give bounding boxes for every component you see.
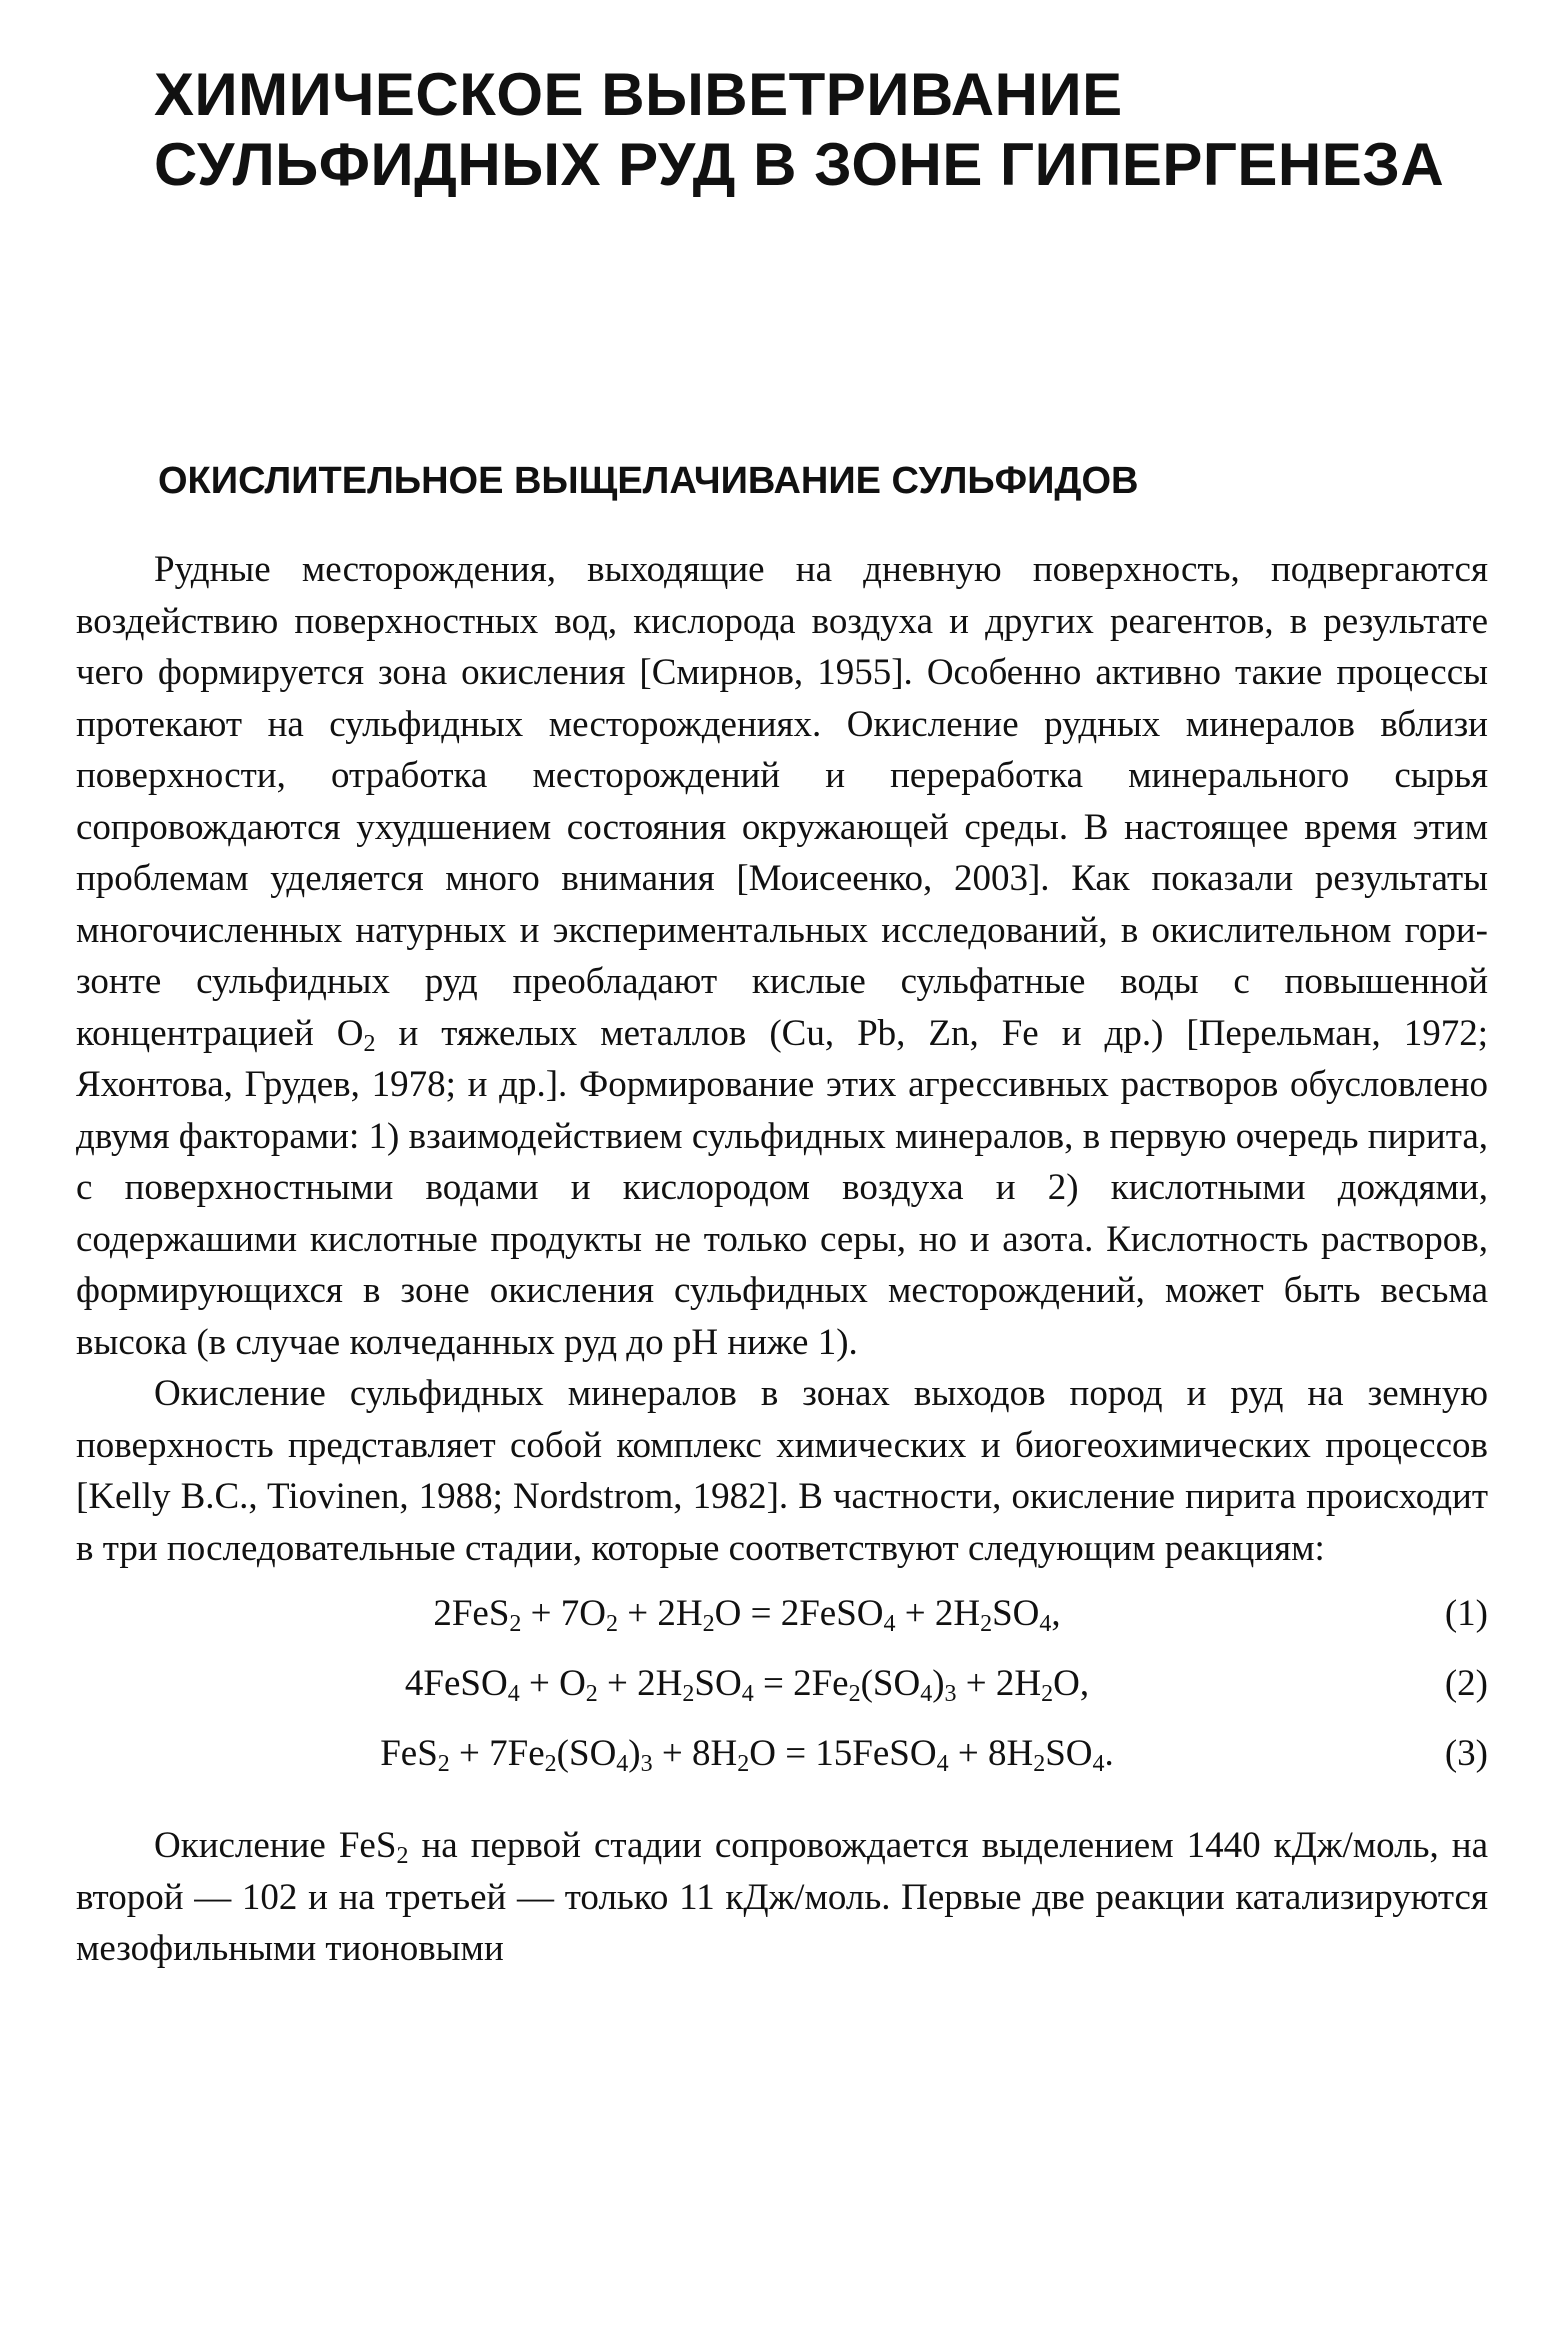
paragraph-1-subscript: 2 <box>363 1030 376 1057</box>
equation-2-formula: 4FeSO$_4$ + $O_2 + 2H_2SO_4 = 2Fe_2(SO_4)_3 + 2H_2O$, <box>404 1663 1090 1707</box>
equation-1-number: (1) <box>1444 1593 1488 1634</box>
equation-2-number: (2) <box>1444 1663 1488 1704</box>
section-title: ОКИСЛИТЕЛЬНОЕ ВЫЩЕЛАЧИВАНИЕ СУЛЬФИДОВ <box>158 460 1139 502</box>
paragraph-1 <box>76 544 1488 1368</box>
equation-1-formula: $2FeS_2 + 7O_2 + 2H_2O$ = 2FeSO$_4$ + $2H_2SO_4$, <box>433 1593 1061 1637</box>
chapter-title-line-2: СУЛЬФИДНЫХ РУД В ЗОНЕ ГИПЕРГЕНЕЗА <box>154 131 1445 198</box>
equation-2 <box>76 1658 1488 1728</box>
equation-3-formula: $FeS_2 + 7Fe_2(SO_4)_3 + 8H_2O$ = 15FeSO$_4$ + $8H_2SO_4$. <box>380 1733 1114 1777</box>
paragraph-1-text-b: и тяжелых металлов (Cu, Pb, Zn, Fe и др.) [Перельман, 1972; Яхонтова, Грудев, 1978; и др.]. Формирование этих агрессивных растворов обусловлено двумя факторами: 1) взаимодействием сульфидных минералов, в первую очередь пирита, с поверхностными водами и кислородом воздуха и 2) кислотными дождями, содержашими кислотные продукты не только серы, но и азота. Кислотность растворов, формирующихся в зоне окисления сульфидных месторождений, может быть весьма высока (в случае колчеданных руд до pH ниже 1). <box>76 1012 1488 1363</box>
document-page <box>76 60 1488 1975</box>
paragraph-3-text-b: на первой стадии сопровождается выделением 1440 кДж/моль, на второй — 102 и на третьей — только 11 кДж/моль. Первые две реакции катализируются мезофильными тионовыми <box>76 1825 1488 1969</box>
paragraph-1-text-a: Рудные месторождения, выходящие на дневную поверхность, подвергаются воздействию поверхностных вод, кислорода воздуха и других реагентов, в результате чего формируется зона окисления [Смирнов, 1955]. Особенно активно такие процессы протекают на сульфидных месторождениях. Окисление рудных минералов вблизи поверхности, отработка месторождений и переработка минерального сырья сопровождаются ухудшением состояния окружающей среды. В настоящее время этим проблемам уделяется много внимания [Моисеенко, 2003]. Как показали результаты многочисленных натурных и экспериментальных исследований, в окислительном горизонте сульфидных руд преобладают кислые сульфатные воды с повышенной концентрацией O <box>76 549 1488 1054</box>
chapter-title-line-1: ХИМИЧЕСКОЕ ВЫВЕТРИВАНИЕ <box>154 61 1123 128</box>
paragraph-3-subscript: 2 <box>396 1843 409 1869</box>
chapter-title <box>76 60 1488 200</box>
equation-1 <box>76 1588 1488 1658</box>
equation-3 <box>76 1728 1488 1798</box>
equation-3-number: (3) <box>1444 1733 1488 1774</box>
equations-block <box>76 1588 1488 1798</box>
paragraph-2: Окисление сульфидных минералов в зонах выходов пород и руд на земную поверхность представляет собой комплекс химических и биогеохимических процессов [Kelly B.C., Tiovinen, 1988; Nordstrom, 1982]. В частности, окисление пирита происходит в три последовательные стадии, которые соответствуют следующим реакциям: <box>76 1373 1488 1569</box>
paragraph-3-text-a: Окисление FeS <box>154 1825 397 1866</box>
paragraph-3 <box>76 1820 1488 1975</box>
